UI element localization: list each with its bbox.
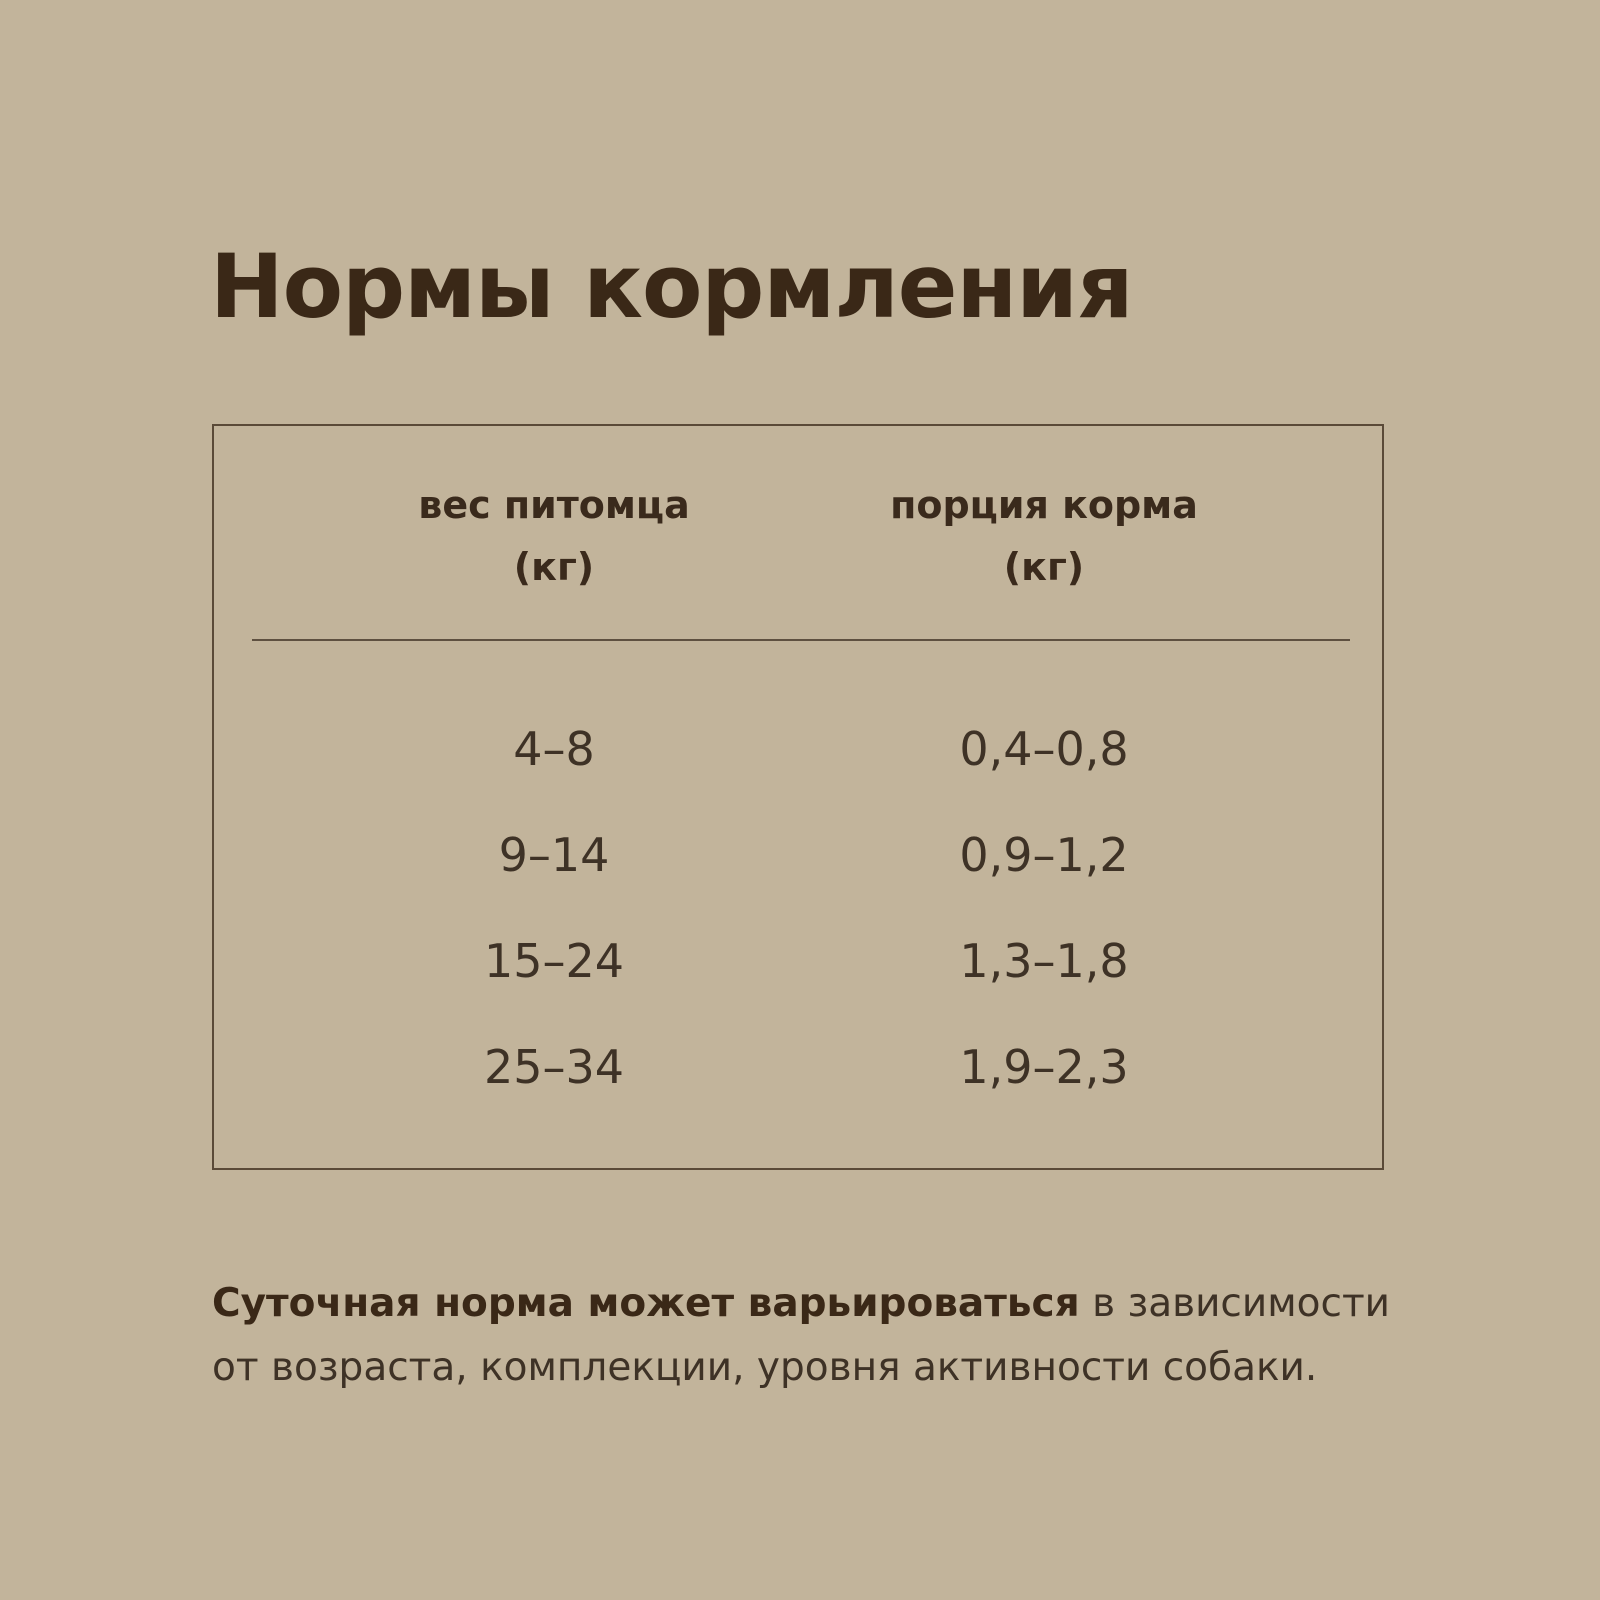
weight-cell: 25–34 [483, 1040, 625, 1094]
weight-cell: 4–8 [513, 722, 595, 776]
page-title: Нормы кормления [210, 235, 1133, 338]
table-row [214, 1014, 1382, 1120]
table-row [214, 696, 1382, 802]
feeding-note [212, 1272, 1432, 1400]
column-header-weight [344, 474, 764, 598]
portion-cell: 1,3–1,8 [959, 934, 1129, 988]
weight-cell: 15–24 [483, 934, 625, 988]
column-header-portion [834, 474, 1254, 598]
header-divider [252, 639, 1350, 641]
column-header-portion-line1: порция корма [890, 483, 1198, 527]
portion-cell: 0,9–1,2 [959, 828, 1129, 882]
table-row [214, 802, 1382, 908]
column-header-weight-line2: (кг) [513, 545, 595, 589]
table-row [214, 908, 1382, 1014]
portion-cell: 0,4–0,8 [959, 722, 1129, 776]
feeding-table [212, 424, 1384, 1170]
column-header-weight-line1: вес питомца [418, 483, 690, 527]
column-header-portion-line2: (кг) [1003, 545, 1085, 589]
feeding-note-regular: в зависимости от возраста, комплекции, уровня активности собаки. [212, 1281, 1391, 1390]
table-body [214, 696, 1382, 1120]
weight-cell: 9–14 [498, 828, 610, 882]
portion-cell: 1,9–2,3 [959, 1040, 1129, 1094]
feeding-note-bold: Суточная норма может варьироваться [212, 1281, 1080, 1326]
